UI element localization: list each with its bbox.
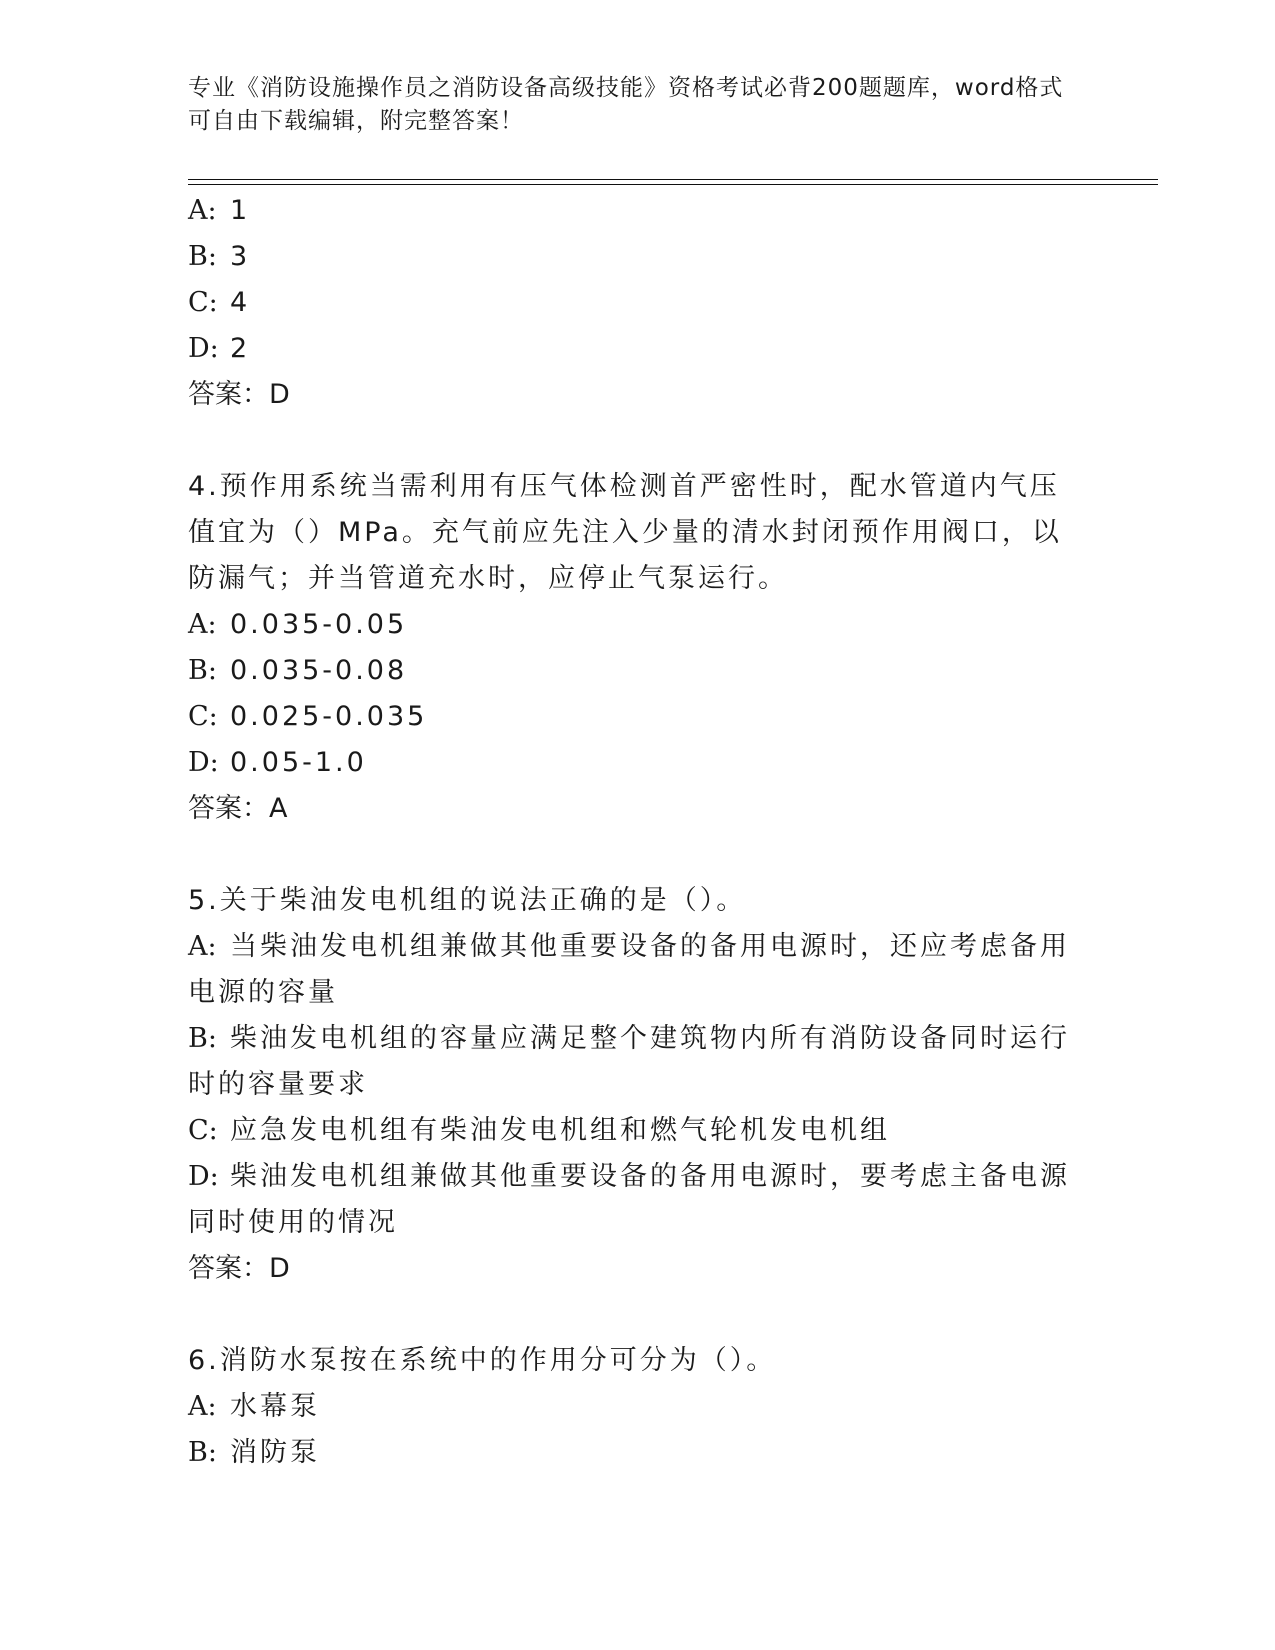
answer-line: 答案：D — [188, 1253, 290, 1284]
option-key: C: — [188, 1115, 218, 1146]
option-text: 0.025-0.035 — [230, 701, 428, 732]
option-a — [188, 188, 1088, 234]
header-rule-top — [188, 179, 1158, 180]
option-text: 应急发电机组有柴油发电机组和燃气轮机发电机组 — [230, 1115, 890, 1146]
option-b — [188, 1430, 1088, 1476]
header-rule-bottom — [188, 184, 1158, 185]
option-text: 0.035-0.05 — [230, 609, 408, 640]
option-b — [188, 1016, 1088, 1108]
option-d — [188, 1154, 1088, 1246]
option-c — [188, 694, 1088, 740]
option-key: D: — [188, 747, 219, 778]
answer-line: 答案：A — [188, 793, 288, 824]
option-a — [188, 924, 1088, 1016]
option-key: B: — [188, 241, 217, 272]
option-d — [188, 740, 1088, 786]
option-text: 1 — [230, 195, 251, 226]
option-key: B: — [188, 1023, 217, 1054]
question-list — [188, 188, 1088, 1476]
option-c — [188, 280, 1088, 326]
spacer — [188, 418, 1088, 464]
question-stem: 5.关于柴油发电机组的说法正确的是（）。 — [188, 885, 747, 916]
option-c — [188, 1108, 1088, 1154]
option-d — [188, 326, 1088, 372]
option-text: 水幕泵 — [230, 1391, 320, 1422]
option-text: 柴油发电机组兼做其他重要设备的备用电源时，要考虑主备电源同时使用的情况 — [188, 1161, 1070, 1238]
question-4 — [188, 464, 1088, 832]
question-3 — [188, 188, 1088, 418]
option-text: 4 — [230, 287, 251, 318]
document-header: 专业《消防设施操作员之消防设备高级技能》资格考试必背200题题库，word格式可自由下载编辑，附完整答案！ — [188, 75, 1064, 134]
option-b — [188, 234, 1088, 280]
question-stem: 6.消防水泵按在系统中的作用分可分为（）。 — [188, 1345, 777, 1376]
option-key: A: — [188, 195, 217, 226]
answer-line: 答案：D — [188, 379, 290, 410]
option-key: B: — [188, 1437, 217, 1468]
option-key: C: — [188, 287, 218, 318]
option-key: B: — [188, 655, 217, 686]
spacer — [188, 832, 1088, 878]
question-6 — [188, 1338, 1088, 1476]
option-key: D: — [188, 333, 219, 364]
option-text: 当柴油发电机组兼做其他重要设备的备用电源时，还应考虑备用电源的容量 — [188, 931, 1070, 1008]
option-text: 0.035-0.08 — [230, 655, 408, 686]
option-key: A: — [188, 931, 217, 962]
option-text: 消防泵 — [230, 1437, 320, 1468]
option-a — [188, 1384, 1088, 1430]
option-text: 3 — [230, 241, 251, 272]
option-b — [188, 648, 1088, 694]
option-text: 0.05-1.0 — [230, 747, 367, 778]
spacer — [188, 1292, 1088, 1338]
question-stem: 4.预作用系统当需利用有压气体检测首严密性时，配水管道内气压值宜为（）MPa。充气前应先注入少量的清水封闭预作用阀口，以防漏气；并当管道充水时，应停止气泵运行。 — [188, 471, 1062, 594]
question-5 — [188, 878, 1088, 1292]
option-key: D: — [188, 1161, 219, 1192]
option-key: A: — [188, 609, 217, 640]
option-text: 2 — [230, 333, 251, 364]
option-key: C: — [188, 701, 218, 732]
option-key: A: — [188, 1391, 217, 1422]
option-a — [188, 602, 1088, 648]
option-text: 柴油发电机组的容量应满足整个建筑物内所有消防设备同时运行时的容量要求 — [188, 1023, 1070, 1100]
